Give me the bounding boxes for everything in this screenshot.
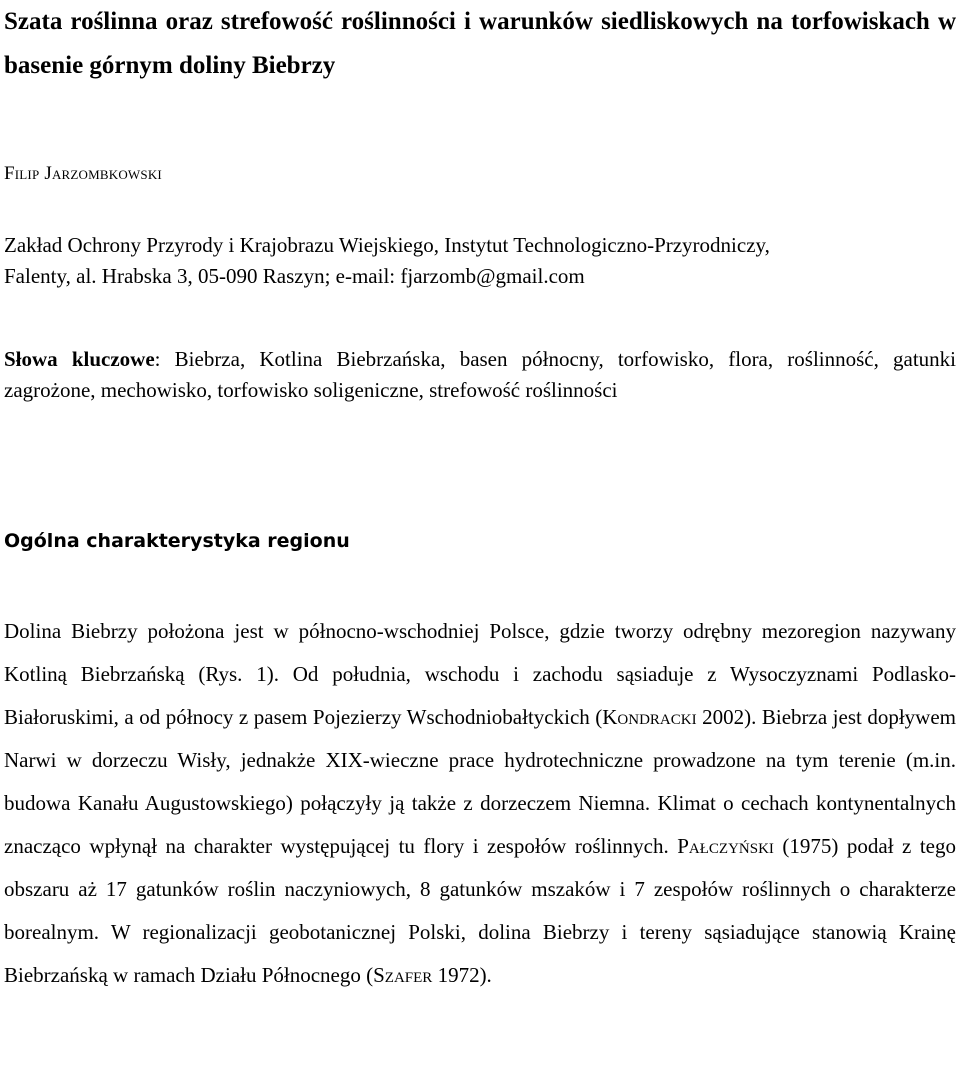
body-paragraph (4, 610, 956, 997)
section-heading: Ogólna charakterystyka regionu (4, 530, 350, 552)
affiliation-contact-line: Falenty, al. Hrabska 3, 05-090 Raszyn; e-mail: fjarzomb@gmail.com (4, 264, 585, 288)
author-name: Filip Jarzombkowski (4, 163, 162, 184)
keywords-colon: : (154, 347, 175, 371)
paragraph-text: Dolina Biebrzy położona jest w północno-wschodniej Polsce, gdzie tworzy odrębny mezoregion nazywany Kotliną Biebrzańską (Rys. 1). Od południa, wschodu i zachodu sąsiaduje z Wysoczyznami Podlasko-Białoruskimi, a od północy z pasem Pojezierzy Wschodniobałtyckich ( (4, 619, 956, 729)
keywords-label: Słowa kluczowe (4, 347, 155, 371)
article-title: Szata roślinna oraz strefowość roślinności i warunków siedliskowych na torfowiskach w basenie górnym doliny Biebrzy (4, 8, 956, 79)
author-affiliation (4, 230, 956, 292)
citation-author: Kondracki (602, 705, 697, 729)
keywords-paragraph (4, 344, 956, 406)
citation-author: Pałczyński (677, 834, 774, 858)
citation-author: Szafer (373, 963, 433, 987)
paragraph-text: 2002). Biebrza jest dopływem Narwi w dorzeczu Wisły, jednakże XIX-wieczne prace hydrotechniczne prowadzone na tym terenie (m.in. budowa Kanału Augustowskiego) połączyły ją także z dorzeczem Niemna. Klimat o cechach kontynentalnych znacząco wpłynął na charakter występującej tu flory i zespołów roślinnych. (4, 705, 956, 858)
paragraph-text: (1975) podał z tego obszaru aż 17 gatunków roślin naczyniowych, 8 gatunków mszaków i 7 zespołów roślinnych o charakterze borealnym. W regionalizacji geobotanicznej Polski, dolina Biebrzy i tereny sąsiadujące stanowią Krainę Biebrzańską w ramach Działu Północnego ( (4, 834, 956, 987)
keywords-list: Biebrza, Kotlina Biebrzańska, basen północny, torfowisko, flora, roślinność, gatunki zagrożone, mechowisko, torfowisko soligeniczne, strefowość roślinności (4, 347, 957, 402)
paragraph-text: 1972). (432, 963, 492, 987)
affiliation-line: Zakład Ochrony Przyrody i Krajobrazu Wiejskiego, Instytut Technologiczno-Przyrodniczy, (4, 233, 770, 257)
